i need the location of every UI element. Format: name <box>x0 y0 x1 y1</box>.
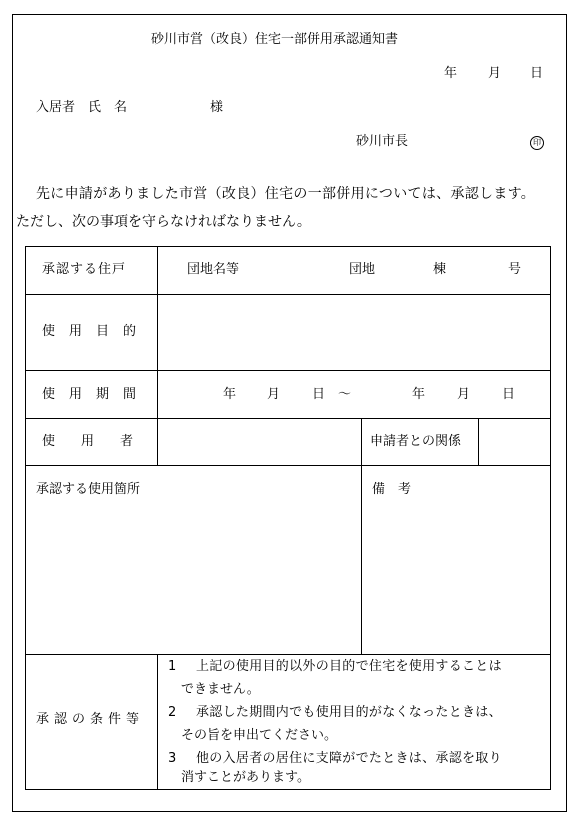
period-to-day: 日 <box>502 387 516 402</box>
body-line-1: 先に申請がありました市営（改良）住宅の一部併用については、承認します。 <box>36 186 536 202</box>
period-label: 使用期間 <box>42 387 151 402</box>
condition-3-num: 3 <box>168 751 177 766</box>
remarks-label: 備 考 <box>372 482 412 497</box>
relation-field[interactable] <box>479 419 549 464</box>
purpose-field[interactable] <box>158 295 550 369</box>
body-line-2: ただし、次の事項を守らなければなりません。 <box>16 214 311 230</box>
condition-1-num: 1 <box>168 659 177 674</box>
purpose-label: 使用目的 <box>42 324 151 339</box>
building-label: 棟 <box>433 262 447 277</box>
period-from-month: 月 <box>267 387 281 402</box>
user-label: 使用者 <box>42 434 160 449</box>
date-month: 月 <box>488 66 502 81</box>
condition-3-line2: 消すことがあります。 <box>181 770 310 785</box>
number-label: 号 <box>508 262 522 277</box>
period-from-year: 年 <box>223 387 237 402</box>
condition-2-num: 2 <box>168 705 177 720</box>
conditions-label: 承認の条件等 <box>36 712 145 727</box>
period-tilde: ～ <box>338 387 352 402</box>
condition-3-line1: 他の入居者の居住に支障がでたときは、承認を取り <box>196 751 502 766</box>
date-day: 日 <box>530 66 544 81</box>
period-from-day: 日 <box>312 387 326 402</box>
danchi-name-label: 団地名等 <box>187 262 240 277</box>
dwelling-label: 承認する住戸 <box>42 262 127 277</box>
addressee-honorific: 様 <box>210 100 224 115</box>
document-frame <box>12 14 567 812</box>
condition-2-line2: その旨を申出てください。 <box>181 728 338 743</box>
date-year: 年 <box>444 66 458 81</box>
condition-1-line2: できません。 <box>181 682 260 697</box>
location-label: 承認する使用箇所 <box>36 482 141 497</box>
addressee-label: 入居者 氏 名 <box>36 100 128 115</box>
seal-mark: 印 <box>530 136 544 150</box>
condition-2-line1: 承認した期間内でも使用目的がなくなったときは、 <box>196 705 502 720</box>
period-to-year: 年 <box>412 387 426 402</box>
user-field[interactable] <box>158 419 360 464</box>
issuer-name: 砂川市長 <box>356 134 409 149</box>
condition-1-line1: 上記の使用目的以外の目的で住宅を使用することは <box>196 659 502 674</box>
document-title: 砂川市営（改良）住宅一部併用承認通知書 <box>151 32 399 47</box>
period-to-month: 月 <box>457 387 471 402</box>
danchi-label: 団地 <box>349 262 376 277</box>
relation-label: 申請者との関係 <box>370 434 462 449</box>
